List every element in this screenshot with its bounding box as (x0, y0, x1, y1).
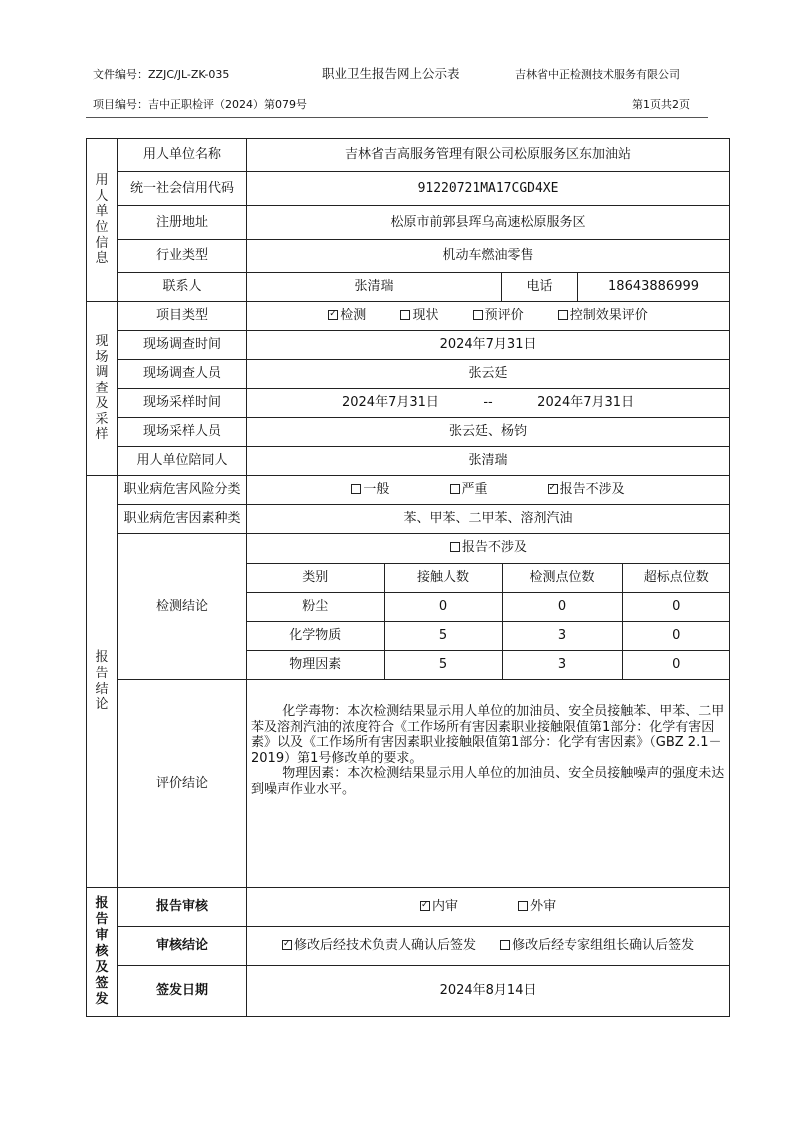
checkbox-icon (558, 310, 568, 320)
review-result-label: 审核结论 (118, 927, 247, 966)
evaluation-physical: 物理因素：本次检测结果显示用人单位的加油员、安全员接触噪声的强度未达到噪声作业水平。 (251, 766, 725, 797)
project-type-options (247, 302, 730, 331)
table-cell: 0 (622, 650, 730, 679)
sampling-start: 2024年7月31日 (341, 395, 439, 411)
detection-header: 接触人数 (384, 563, 502, 592)
table-row (247, 592, 730, 621)
detection-header: 超标点位数 (622, 563, 730, 592)
option-tech-lead-sign[interactable]: ✓ 修改后经技术负责人确认后签发 (282, 938, 476, 954)
option-detection[interactable]: ✓ 检测 (328, 308, 366, 324)
company-name: 吉林省中正检测技术服务有限公司 (515, 68, 680, 81)
issue-date-value: 2024年8月14日 (247, 966, 730, 1017)
review-result-options (247, 927, 730, 966)
table-cell: 0 (384, 592, 502, 621)
issue-date-label: 签发日期 (118, 966, 247, 1017)
review-options (247, 888, 730, 927)
sampling-end: 2024年7月31日 (537, 395, 635, 411)
disclosure-table (86, 138, 730, 1017)
section-survey: 现 场 调 查 及 采 样 (87, 302, 118, 476)
file-number: 文件编号：ZZJC/JL-ZK-035 (93, 68, 230, 81)
checkbox-icon (420, 901, 430, 911)
option-serious[interactable]: 严重 (450, 482, 488, 498)
sampling-staff-value: 张云廷、杨钧 (247, 418, 730, 447)
phone-label: 电话 (502, 273, 578, 302)
table-row (247, 621, 730, 650)
option-not-involved[interactable]: ✓ 报告不涉及 (548, 482, 625, 498)
table-cell: 化学物质 (247, 621, 384, 650)
checkbox-icon (473, 310, 483, 320)
section-conclusion: 报 告 结 论 (87, 476, 118, 888)
project-type-label: 项目类型 (118, 302, 247, 331)
checkbox-icon (500, 940, 510, 950)
hazard-factor-label: 职业病危害因素种类 (118, 505, 247, 534)
table-row (247, 650, 730, 679)
section-signoff: 报 告 审 核 及 签 发 (87, 888, 118, 1017)
survey-staff-value: 张云廷 (247, 360, 730, 389)
table-cell: 物理因素 (247, 650, 384, 679)
form-title: 职业卫生报告网上公示表 (322, 66, 460, 81)
survey-time-label: 现场调查时间 (118, 331, 247, 360)
sampling-staff-label: 现场采样人员 (118, 418, 247, 447)
option-external-review[interactable]: 外审 (518, 899, 556, 915)
table-cell: 5 (384, 621, 502, 650)
detection-conclusion-label: 检测结论 (118, 534, 247, 680)
table-cell: 0 (622, 592, 730, 621)
table-cell: 0 (622, 621, 730, 650)
checkbox-icon (548, 484, 558, 494)
section-unit-info: 用 人 单 位 信 息 (87, 139, 118, 302)
risk-class-options (247, 476, 730, 505)
checkbox-icon (328, 310, 338, 320)
sampling-time-label: 现场采样时间 (118, 389, 247, 418)
unit-name-value: 吉林省吉高服务管理有限公司松原服务区东加油站 (247, 139, 730, 172)
sampling-separator: -- (483, 395, 493, 411)
table-cell: 5 (384, 650, 502, 679)
option-general[interactable]: 一般 (351, 482, 389, 498)
contact-label: 联系人 (118, 273, 247, 302)
option-internal-review[interactable]: ✓ 内审 (420, 899, 458, 915)
evaluation-conclusion-label: 评价结论 (118, 680, 247, 888)
checkbox-icon (400, 310, 410, 320)
detection-not-involved[interactable]: 报告不涉及 (247, 534, 730, 563)
detection-header: 检测点位数 (502, 563, 622, 592)
page-indicator: 第1页共2页 (632, 98, 690, 111)
header-divider (86, 117, 708, 118)
detection-header: 类别 (247, 563, 384, 592)
checkbox-icon (450, 484, 460, 494)
checkbox-icon (282, 940, 292, 950)
table-cell: 3 (502, 621, 622, 650)
unit-name-label: 用人单位名称 (118, 139, 247, 172)
table-cell: 粉尘 (247, 592, 384, 621)
detection-table (247, 534, 730, 679)
phone-value: 18643886999 (578, 273, 730, 302)
escort-value: 张清瑞 (247, 447, 730, 476)
industry-value: 机动车燃油零售 (247, 240, 730, 273)
review-label: 报告审核 (118, 888, 247, 927)
hazard-factor-value: 苯、甲苯、二甲苯、溶剂汽油 (247, 505, 730, 534)
detection-conclusion-cell (247, 534, 730, 680)
sampling-time-value (247, 389, 730, 418)
table-cell: 0 (502, 592, 622, 621)
checkbox-icon (518, 901, 528, 911)
table-cell: 3 (502, 650, 622, 679)
industry-label: 行业类型 (118, 240, 247, 273)
credit-code-value: 91220721MA17CGD4XE (247, 172, 730, 206)
risk-class-label: 职业病危害风险分类 (118, 476, 247, 505)
address-label: 注册地址 (118, 206, 247, 240)
contact-value: 张清瑞 (247, 273, 502, 302)
evaluation-chemical: 化学毒物：本次检测结果显示用人单位的加油员、安全员接触苯、甲苯、二甲苯及溶剂汽油的浓度符合《工作场所有害因素职业接触限值第1部分：化学有害因素》以及《工作场所有害因素职业接触限值第1部分：化学有害因素》（GBZ 2.1－2019）第1号修改单的要求。 (251, 704, 725, 766)
survey-staff-label: 现场调查人员 (118, 360, 247, 389)
option-status[interactable]: 现状 (400, 308, 438, 324)
project-number: 项目编号：吉中正职检评（2024）第079号 (93, 98, 307, 111)
checkbox-icon (450, 542, 460, 552)
option-pre-evaluation[interactable]: 预评价 (473, 308, 524, 324)
escort-label: 用人单位陪同人 (118, 447, 247, 476)
option-expert-lead-sign[interactable]: 修改后经专家组组长确认后签发 (500, 938, 694, 954)
evaluation-conclusion-text (247, 680, 730, 888)
survey-time-value: 2024年7月31日 (247, 331, 730, 360)
option-control-effect[interactable]: 控制效果评价 (558, 308, 648, 324)
credit-code-label: 统一社会信用代码 (118, 172, 247, 206)
address-value: 松原市前郭县珲乌高速松原服务区 (247, 206, 730, 240)
checkbox-icon (351, 484, 361, 494)
